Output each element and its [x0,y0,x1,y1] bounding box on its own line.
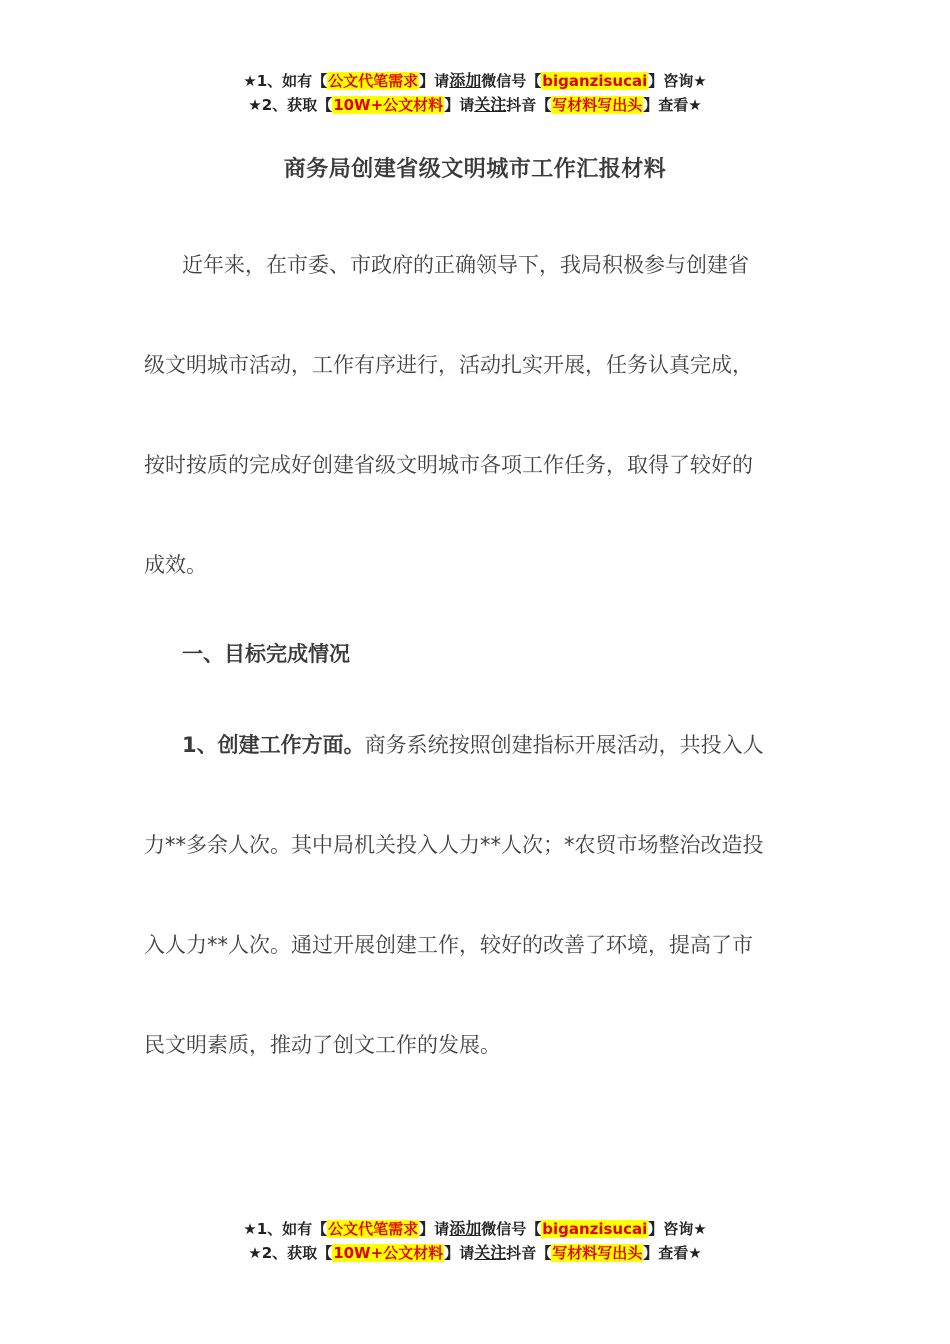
promo-highlight: 10W+公文材料 [333,96,444,114]
promo-line-1 [0,69,950,93]
paragraph-lead: 1、创建工作方面。 [182,733,365,757]
paragraph-text: 商务系统按照创建指标开展活动，共投入人 [364,733,764,757]
promo-douyin-id: 写材料写出头 [552,96,643,114]
promo-underline: 添加 [449,1219,482,1238]
promo-text: 微信号【 [481,72,542,90]
paragraph-line [144,695,806,795]
promo-text: 】请 [444,1244,475,1262]
paragraph-line: 入人力**人次。通过开展创建工作，较好的改善了环境，提高了市 [144,933,753,957]
paragraph-creation-work [144,695,806,1095]
promo-text: 抖音【 [506,1244,552,1262]
paragraph-line: 民文明素质，推动了创文工作的发展。 [144,1033,501,1057]
promo-text: 】查看★ [643,1244,702,1262]
promo-underline: 添加 [449,71,482,90]
promo-text: 抖音【 [506,96,552,114]
promo-wechat-id: biganzisucai [542,72,648,90]
document-title: 商务局创建省级文明城市工作汇报材料 [283,157,667,182]
promo-text: 】咨询★ [648,72,707,90]
promo-text: 】请 [444,96,475,114]
promo-text: 】请 [419,1220,450,1238]
promo-text: 】查看★ [643,96,702,114]
paragraph-line: 级文明城市活动，工作有序进行，活动扎实开展，任务认真完成， [144,353,753,377]
promo-text: ★1、如有【 [243,72,328,90]
promo-text: 微信号【 [481,1220,542,1238]
paragraph-intro [144,215,806,615]
promo-highlight: 公文代笔需求 [328,72,419,90]
promo-line-1 [0,1217,950,1241]
promo-banner-bottom [0,1217,950,1265]
paragraph-line: 成效。 [144,553,207,577]
paragraph-line: 按时按质的完成好创建省级文明城市各项工作任务，取得了较好的 [144,453,753,477]
promo-wechat-id: biganzisucai [542,1220,648,1238]
promo-text: 】请 [419,72,450,90]
promo-underline: 关注 [474,95,507,114]
promo-line-2 [0,1241,950,1265]
promo-text: ★1、如有【 [243,1220,328,1238]
promo-text: 】咨询★ [648,1220,707,1238]
promo-text: ★2、获取【 [248,1244,333,1262]
paragraph-line: 近年来，在市委、市政府的正确领导下，我局积极参与创建省 [182,253,749,277]
paragraph-line: 力**多余人次。其中局机关投入人力**人次；*农贸市场整治改造投 [144,833,764,857]
section-heading: 一、目标完成情况 [182,642,350,666]
promo-line-2 [0,93,950,117]
promo-douyin-id: 写材料写出头 [552,1244,643,1262]
promo-highlight: 公文代笔需求 [328,1220,419,1238]
promo-text: ★2、获取【 [248,96,333,114]
promo-banner-top [0,69,950,117]
promo-underline: 关注 [474,1243,507,1262]
promo-highlight: 10W+公文材料 [333,1244,444,1262]
